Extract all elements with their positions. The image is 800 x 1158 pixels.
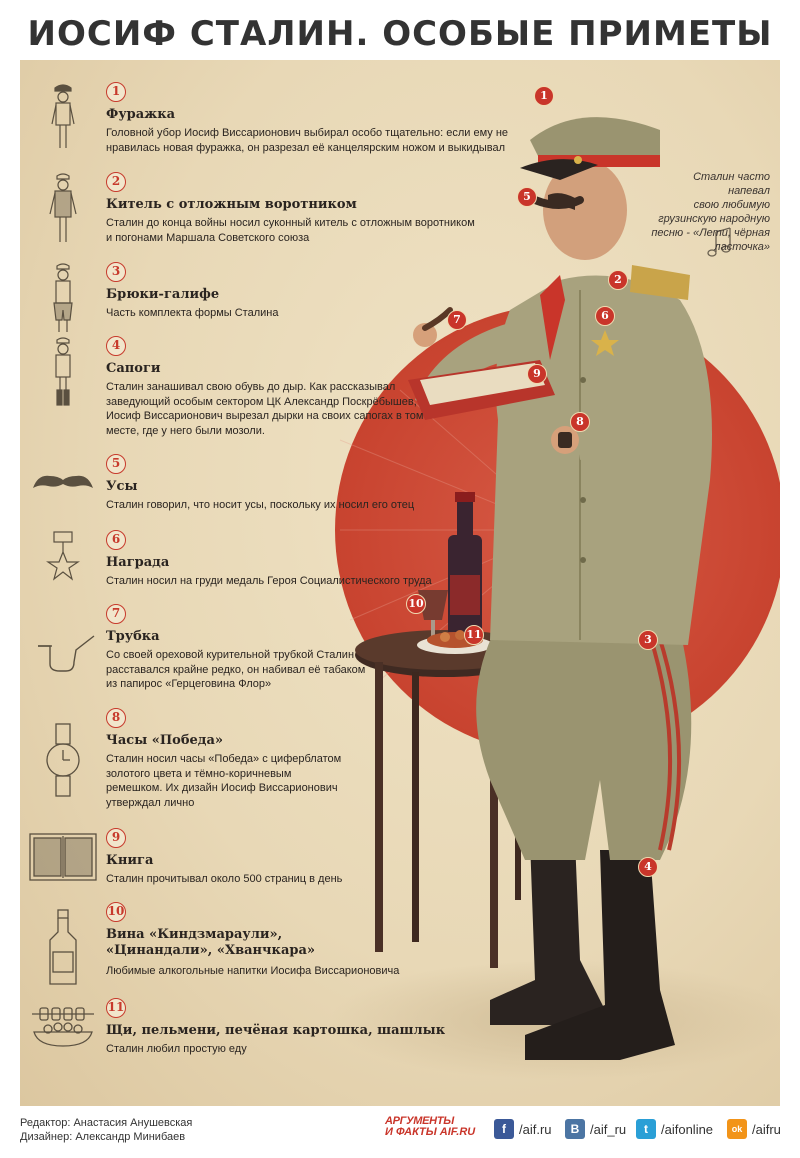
wine-bottle-icon: [28, 908, 98, 986]
logo-line-1: АРГУМЕНТЫ: [385, 1115, 454, 1127]
list-item: [20, 82, 540, 162]
item-number: 7: [106, 604, 126, 624]
item-text: Сталин занашивал свою обувь до дыр. Как рассказывал заведующий особым сектором ЦК Александр Поскрёбышев, Иосиф Виссарионович вырезал дырки на своих сапогах в том месте, где у него были мозоли.: [106, 381, 424, 437]
item-title: Награда: [106, 555, 170, 570]
item-text: Любимые алкогольные напитки Иосифа Виссарионовича: [106, 965, 400, 977]
marker-1: 1: [534, 86, 554, 106]
item-title: Китель с отложным воротником: [106, 197, 357, 212]
item-number: 2: [106, 172, 126, 192]
item-title: Щи, пельмени, печёная картошка, шашлык: [106, 1023, 446, 1038]
infographic-panel: [20, 60, 780, 1106]
item-title: Трубка: [106, 629, 160, 644]
item-title: Сапоги: [106, 361, 161, 376]
item-text: Сталин носил на груди медаль Героя Социалистического труда: [106, 575, 432, 587]
social-link-twitter[interactable]: [636, 1118, 713, 1140]
medal-star-icon: [28, 530, 98, 584]
marker-5: 5: [517, 187, 537, 207]
social-label: /aifru: [752, 1121, 781, 1137]
item-number: 3: [106, 262, 126, 282]
social-link-odnoklassniki[interactable]: [727, 1118, 781, 1140]
item-text: Со своей ореховой курительной трубкой Сталин расставался крайне редко, он набивал её табаком из папирос «Герцеговина Флор»: [106, 649, 366, 690]
item-title: Усы: [106, 479, 138, 494]
marker-9: 9: [527, 364, 547, 384]
item-number: 6: [106, 530, 126, 550]
item-title: Фуражка: [106, 107, 176, 122]
list-item: [20, 604, 540, 704]
page-title: ИОСИФ СТАЛИН. ОСОБЫЕ ПРИМЕТЫ: [27, 14, 773, 54]
social-link-facebook[interactable]: [494, 1118, 552, 1140]
social-label: /aif.ru: [519, 1121, 552, 1137]
item-number: 11: [106, 998, 126, 1018]
marker-7: 7: [447, 310, 467, 330]
credits: Редактор: Анастасия Анушевская Дизайнер: Александр Минибаев: [20, 1117, 193, 1143]
item-number: 10: [106, 902, 126, 922]
marker-3: 3: [638, 630, 658, 650]
item-text: Сталин прочитывал около 500 страниц в день: [106, 873, 343, 885]
marker-2: 2: [608, 270, 628, 290]
item-number: 5: [106, 454, 126, 474]
item-title: Вина «Киндзмараули», «Цинандали», «Хванчкара»: [106, 927, 316, 958]
tunic-figure-icon: [28, 172, 98, 244]
logo-line-2: И ФАКТЫ AIF.RU: [385, 1126, 476, 1138]
odnoklassniki-icon: ok: [727, 1119, 747, 1139]
social-link-vk[interactable]: [565, 1118, 626, 1140]
vk-icon: B: [565, 1119, 585, 1139]
item-text: Головной убор Иосиф Виссарионович выбирал особо тщательно: если ему не нравилась новая фуражка, он разрезал её канцелярским ножом и выкидывал: [106, 127, 509, 154]
item-text: Сталин до конца войны носил суконный китель с отложным воротником и погонами Маршала Советского союза: [106, 217, 475, 244]
twitter-icon: t: [636, 1119, 656, 1139]
list-item: [20, 454, 540, 524]
marker-10: 10: [406, 594, 426, 614]
song-quote: Сталин часто напевал свою любимую грузинскую народную песню - «Лети, чёрная ласточка»: [651, 171, 770, 253]
boots-figure-icon: [28, 336, 98, 408]
list-item: [20, 336, 540, 446]
wristwatch-icon: [28, 722, 98, 798]
marker-11: 11: [464, 625, 484, 645]
aif-logo[interactable]: [385, 1116, 477, 1142]
list-item: [20, 998, 540, 1068]
item-text: Сталин любил простую еду: [106, 1043, 247, 1055]
list-item: [20, 828, 540, 898]
social-label: /aifonline: [661, 1121, 714, 1137]
mustache-icon: [28, 466, 98, 496]
item-number: 8: [106, 708, 126, 728]
list-item: [20, 902, 540, 992]
breeches-figure-icon: [28, 262, 98, 334]
food-dish-icon: [28, 1002, 98, 1052]
item-text: Сталин носил часы «Победа» с циферблатом золотого цвета и тёмно-коричневым ремешком. Их дизайн Иосиф Виссарионович утверждал лично: [106, 753, 342, 809]
item-number: 4: [106, 336, 126, 356]
marker-4: 4: [638, 857, 658, 877]
item-title: Часы «Победа»: [106, 733, 223, 748]
item-text: Сталин говорил, что носит усы, поскольку их носил его отец: [106, 499, 415, 511]
cap-figure-icon: [28, 82, 98, 152]
marker-8: 8: [570, 412, 590, 432]
item-text: Часть комплекта формы Сталина: [106, 307, 279, 319]
item-number: 1: [106, 82, 126, 102]
facebook-icon: f: [494, 1119, 514, 1139]
item-number: 9: [106, 828, 126, 848]
social-label: /aif_ru: [590, 1121, 627, 1137]
marker-6: 6: [595, 306, 615, 326]
open-book-icon: [28, 830, 98, 886]
list-item: [20, 708, 540, 818]
item-title: Брюки-галифе: [106, 287, 220, 302]
list-item: [20, 530, 540, 600]
list-item: [20, 172, 540, 252]
pipe-icon: [28, 624, 98, 674]
list-item: [20, 262, 540, 332]
item-title: Книга: [106, 853, 154, 868]
footer: [0, 1106, 800, 1158]
